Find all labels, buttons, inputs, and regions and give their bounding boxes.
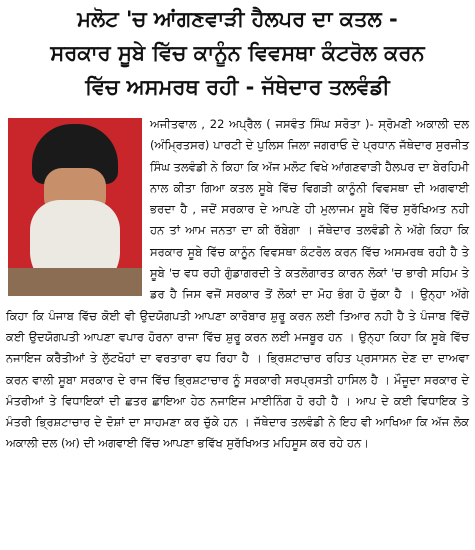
headline-line-1: ਮਲੋਟ 'ਚ ਆਂਗਣਵਾੜੀ ਹੈਲਪਰ ਦਾ ਕਤਲ - xyxy=(77,7,398,31)
headline-line-3: ਵਿੱਚ ਅਸਮਰਥ ਰਹੀ - ਜੱਥੇਦਾਰ ਤਲਵੰਡੀ xyxy=(85,75,390,99)
article-body xyxy=(6,114,469,455)
headline-line-2: ਸਰਕਾਰ ਸੂਬੇ ਵਿੱਚ ਕਾਨੂੰਨ ਵਿਵਸਥਾ ਕੰਟਰੋਲ ਕਰਨ xyxy=(50,41,425,65)
article-paragraph: ਅਜੀਤਵਾਲ , 22 ਅਪ੍ਰੈਲ ( ਜਸਵੰਤ ਸਿੰਘ ਸਰੋਤਾ )- ਸ੍ਰੋਮਣੀ ਅਕਾਲੀ ਦਲ (ਅੰਮ੍ਰਿਤਸਰ) ਪਾਰਟੀ ਦੇ ਪੁਲਿਸ ਜਿਲਾ ਜਗਰਾਓ ਦੇ ਪ੍ਰਧਾਨ ਜੱਥੇਦਾਰ ਸੁਰਜੀਤ ਸਿੰਘ ਤਲਵੰਡੀ ਨੇ ਕਿਹਾ ਕਿ ਅੱਜ ਮਲੋਟ ਵਿਖੇ ਆਂਗਣਵਾੜੀ ਹੈਲਪਰ ਦਾ ਬੇਰਹਿਮੀ ਨਾਲ ਕੀਤਾ ਗਿਆ ਕਤਲ ਸੂਬੇ ਵਿੱਚ ਵਿਗੜੀ ਕਾਨੂੰਨੀ ਵਿਵਸਥਾ ਦੀ ਅਗਵਾਈ ਭਰਦਾ ਹੈ , ਜਦੋਂ ਸਰਕਾਰ ਦੇ ਆਪਣੇ ਹੀ ਮੁਲਾਜਮ ਸੂਬੇ ਵਿੱਚ ਸੁਰੱਖਿਅਤ ਨਹੀ ਹਨ ਤਾਂ ਆਮ ਜਨਤਾ ਦਾ ਕੀ ਰੱਬੇਗਾ । ਜੱਥੇਦਾਰ ਤਲਵੰਡੀ ਨੇ ਅੱਗੇ ਕਿਹਾ ਕਿ ਸਰਕਾਰ ਸੂਬੇ ਵਿੱਚ ਕਾਨੂੰਨ ਵਿਵਸਥਾ ਕੰਟਰੋਲ ਕਰਨ ਵਿੱਚ ਅਸਮਰਥ ਰਹੀ ਹੈ ਤੇ ਸੂਬੇ 'ਚ ਵਧ ਰਹੀ ਗੁੰਡਾਗਰਦੀ ਤੇ ਕਤਲੋਗਾਰਤ ਕਾਰਨ ਲੋਕਾਂ 'ਚ ਭਾਰੀ ਸਹਿਮ ਤੇ ਡਰ ਹੈ ਜਿਸ ਵਜੋਂ ਸਰਕਾਰ ਤੋਂ ਲੋਕਾਂ ਦਾ ਮੋਹ ਭੰਗ ਹੋ ਚੁੱਕਾ ਹੈ । ਉਨ੍ਹਾ ਅੱਗੇ ਕਿਹਾ ਕਿ ਪੰਜਾਬ ਵਿੱਚ ਕੋਈ ਵੀ ਉਦਯੋਗਪਤੀ ਆਪਣਾ ਕਾਰੋਬਾਰ ਸ਼ੁਰੂ ਕਰਨ ਲਈ ਤਿਆਰ ਨਹੀ ਹੈ ਤੇ ਪੰਜਾਬ ਵਿੱਚੋਂ ਕਈ ਉਦਯੋਗਪਤੀ ਆਪਣਾ ਵਪਾਰ ਹੋਰਨਾ ਰਾਜਾ ਵਿੱਚ ਸ਼ੁਰੂ ਕਰਨ ਲਈ ਮਜਬੂਰ ਹਨ । ਉਨ੍ਹਾ ਕਿਹਾ ਕਿ ਸੂਬੇ ਵਿੱਚ ਨਜਾਇਜ ਕਰੈਤੀਆਂ ਤੇ ਲੁੱਟਖੋਹਾਂ ਦਾ ਵਰਤਾਰਾ ਵਧ ਰਿਹਾ ਹੈ । ਭ੍ਰਿਸ਼ਟਾਚਾਰ ਰਹਿਤ ਪ੍ਰਸਾਸਨ ਦੇਣ ਦਾ ਦਾਅਵਾ ਕਰਨ ਵਾਲੀ ਸੂਬਾ ਸਰਕਾਰ ਦੇ ਰਾਜ ਵਿੱਚ ਭ੍ਰਿਸ਼ਟਾਚਾਰ ਨੂੰ ਸਰਕਾਰੀ ਸਰਪ੍ਰਸਤੀ ਹਾਸਿਲ ਹੈ । ਮੌਜੂਦਾ ਸਰਕਾਰ ਦੇ ਮੰਤਰੀਆਂ ਤੇ ਵਿਧਾਇਕਾਂ ਦੀ ਛਤਰ ਛਾਇਆ ਹੇਠ ਨਜਾਇਜ ਮਾਈਨਿੰਗ ਹੋ ਰਹੀ ਹੈ । ਆਪ ਦੇ ਕਈ ਵਿਧਾਇਕ ਤੇ ਮੰਤਰੀ ਭ੍ਰਿਸ਼ਟਾਚਾਰ ਦੇ ਦੋਸ਼ਾਂ ਦਾ ਸਾਹਮਣਾ ਕਰ ਚੁੱਕੇ ਹਨ । ਜੱਥੇਦਾਰ ਤਲਵੰਡੀ ਨੇ ਇਹ ਵੀ ਆਖਿਆ ਕਿ ਅੱਜ ਲੋਕ ਅਕਾਲੀ ਦਲ (ਅ) ਦੀ ਅਗਵਾਈ ਵਿੱਚ ਆਪਣਾ ਭਵਿੱਖ ਸੁਰੱਖਿਅਤ ਮਹਿਸੂਸ ਕਰ ਰਹੇ ਹਨ। xyxy=(6,117,469,451)
headline xyxy=(0,0,475,104)
portrait-photo-icon xyxy=(8,118,142,296)
shirt-shape xyxy=(8,268,142,296)
